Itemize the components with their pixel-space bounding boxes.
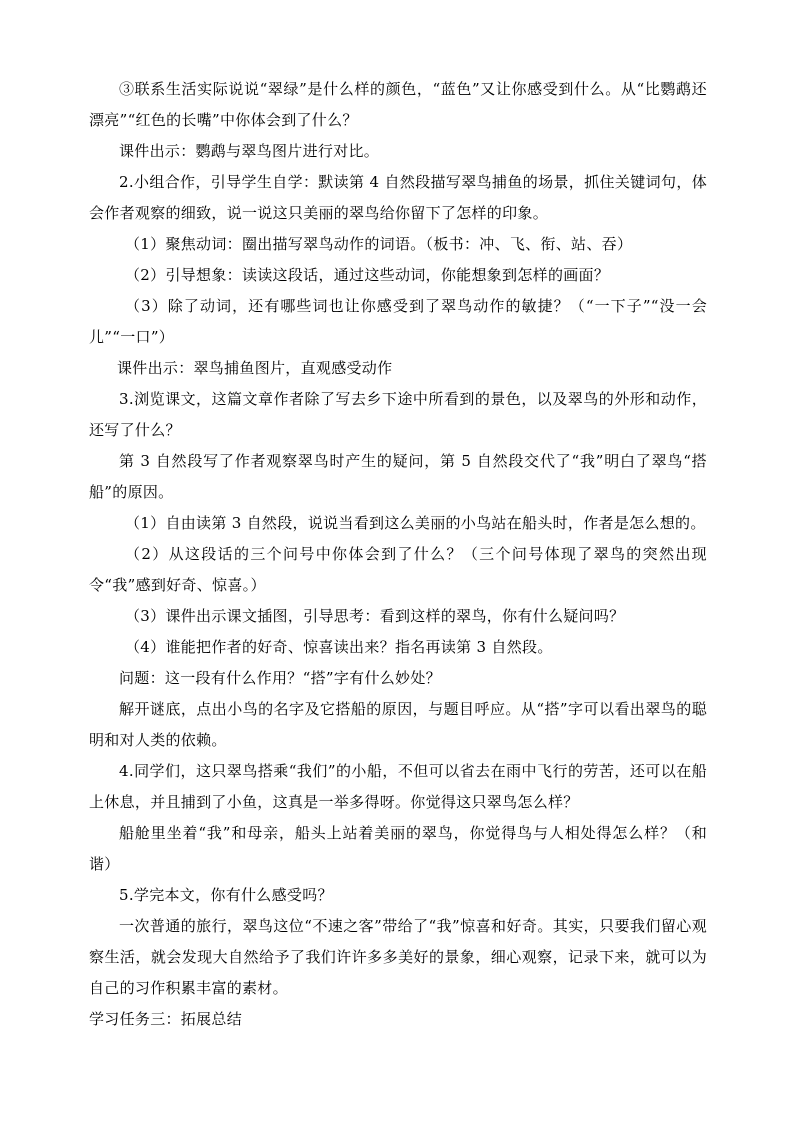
paragraph-browse-text: 3.浏览课文，这篇文章作者除了写去乡下途中所看到的景色，以及翠鸟的外形和动作，还写了什么？ xyxy=(89,390,707,439)
paragraph-courseware-fishing: 课件出示：翠鸟捕鱼图片，直观感受动作 xyxy=(117,359,393,377)
paragraph-free-reading: （1）自由读第 3 自然段，说说当看到这么美丽的小鸟站在船头时，作者是怎么想的。 xyxy=(125,514,706,532)
paragraph-agility-words: （3）除了动词，还有哪些词也让你感受到了翠鸟动作的敏捷？（“一下子”“没一会儿”“一口”） xyxy=(89,297,707,346)
paragraph-harmony: 船舱里坐着“我”和母亲，船头上站着美丽的翠鸟，你觉得鸟与人相处得怎么样？（和谐） xyxy=(89,824,707,873)
paragraph-group-work: 2.小组合作，引导学生自学：默读第 4 自然段描写翠鸟捕鱼的场景，抓住关键词句，体会作者观察的细致，说一说这只美丽的翠鸟给你留下了怎样的印象。 xyxy=(89,173,707,222)
paragraph-section-3-5: 第 3 自然段写了作者观察翠鸟时产生的疑问，第 5 自然段交代了“我”明白了翠鸟“搭船”的原因。 xyxy=(89,452,707,501)
paragraph-imagine: （2）引导想象：读读这段话，通过这些动词，你能想象到怎样的画面？ xyxy=(125,266,610,284)
paragraph-illustration: （3）课件出示课文插图，引导思考：看到这样的翠鸟，你有什么疑问吗？ xyxy=(125,607,625,625)
section-heading-task-three: 学习任务三：拓展总结 xyxy=(89,1010,243,1028)
document-body xyxy=(89,74,707,1035)
paragraph-question-da: 问题：这一段有什么作用？“搭”字有什么妙处？ xyxy=(119,669,441,687)
paragraph-summary: 一次普通的旅行，翠鸟这位“不速之客”带给了“我”惊喜和好奇。其实，只要我们留心观察生活，就会发现大自然给予了我们许许多多美好的景象，细心观察，记录下来，就可以为自己的习作积累丰富的素材。 xyxy=(89,917,707,997)
paragraph-feelings: 5.学完本文，你有什么感受吗？ xyxy=(119,886,333,904)
paragraph-compare-colors: ③联系生活实际说说“翠绿”是什么样的颜色，“蓝色”又让你感受到什么。从“比鹦鹉还漂亮”“红色的长嘴”中你体会到了什么？ xyxy=(89,80,707,129)
paragraph-read-aloud: （4）谁能把作者的好奇、惊喜读出来？指名再读第 3 自然段。 xyxy=(125,638,553,656)
paragraph-answer-da: 解开谜底，点出小鸟的名字及它搭船的原因，与题目呼应。从“搭”字可以看出翠鸟的聪明和对人类的依赖。 xyxy=(89,700,707,749)
paragraph-courseware-parrot: 课件出示：鹦鹉与翠鸟图片进行对比。 xyxy=(119,142,380,160)
paragraph-focus-verbs: （1）聚焦动词：圈出描写翠鸟动作的词语。（板书：冲、飞、衔、站、吞） xyxy=(125,235,633,253)
paragraph-students-kingfisher: 4.同学们，这只翠鸟搭乘“我们”的小船，不但可以省去在雨中飞行的劳苦，还可以在船上休息，并且捕到了小鱼，这真是一举多得呀。你觉得这只翠鸟怎么样？ xyxy=(89,762,707,811)
paragraph-three-questions: （2）从这段话的三个问号中你体会到了什么？（三个问号体现了翠鸟的突然出现令“我”感到好奇、惊喜。） xyxy=(89,545,707,594)
